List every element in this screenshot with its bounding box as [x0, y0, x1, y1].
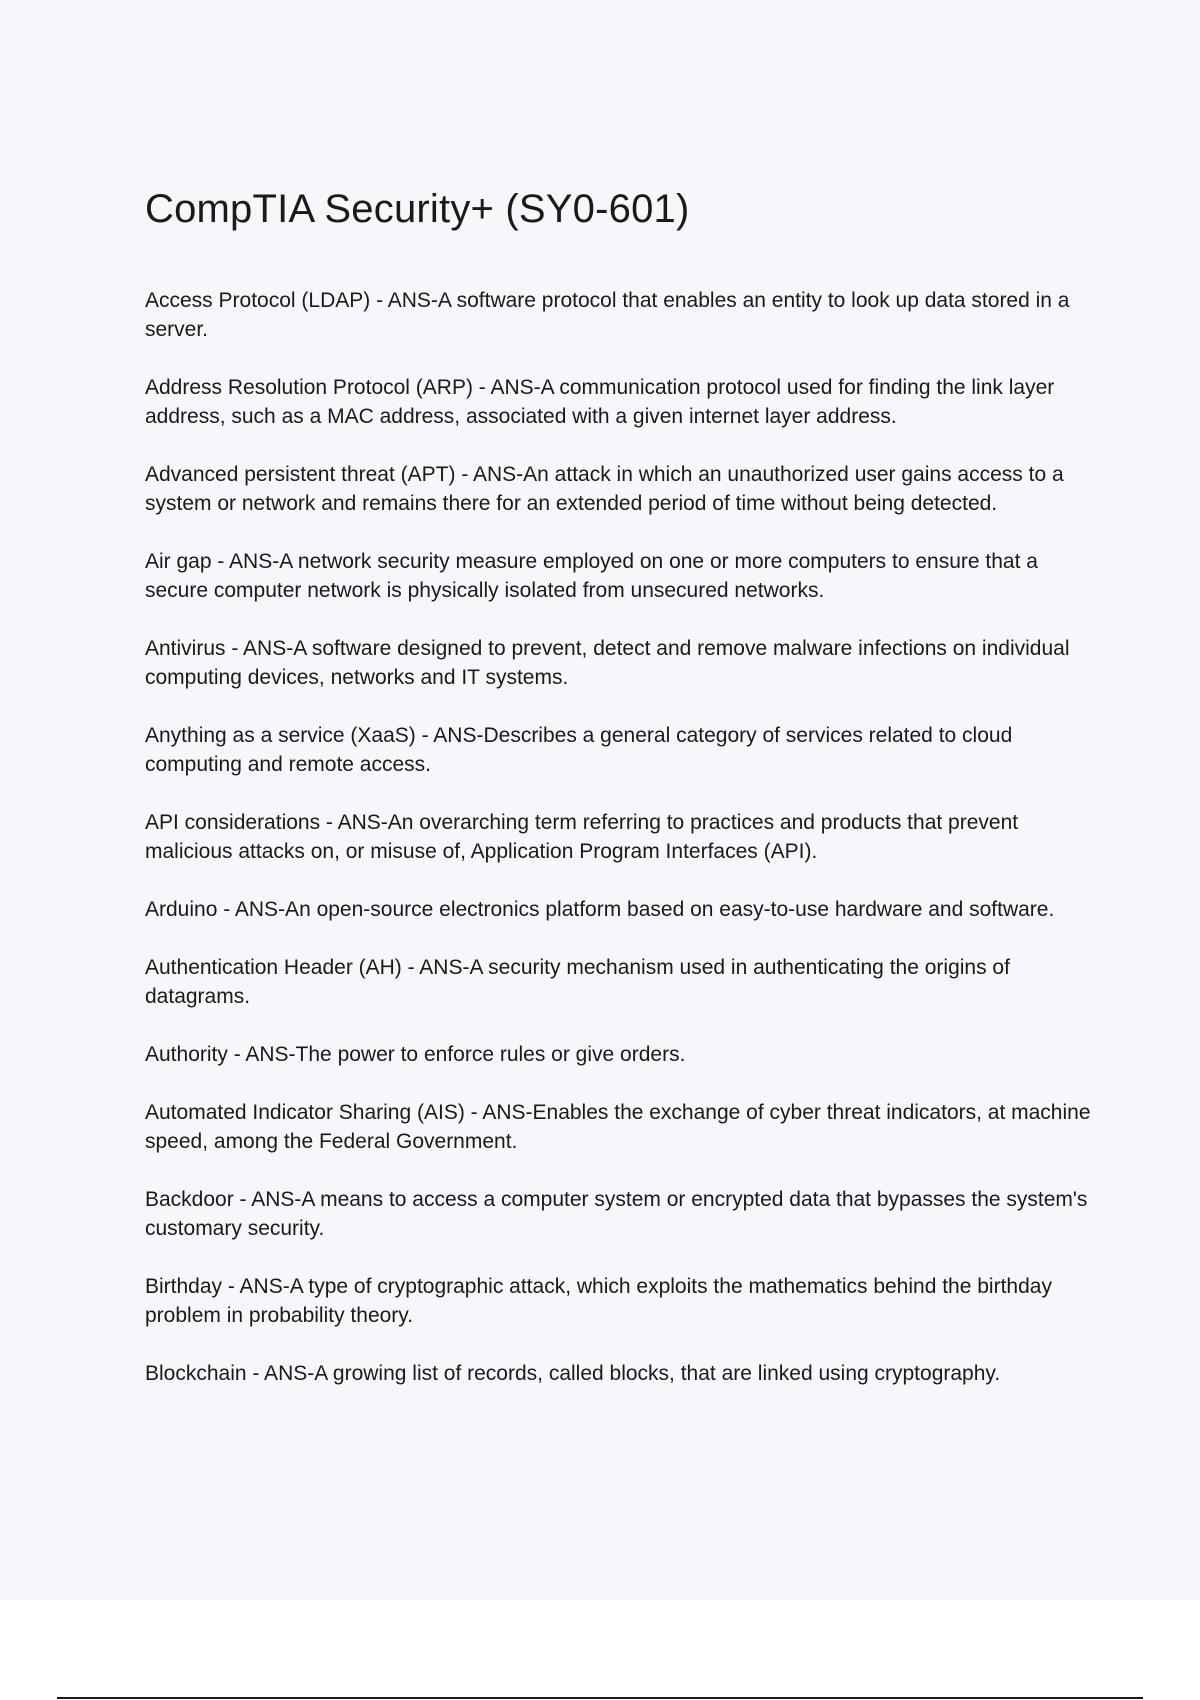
glossary-entry: Arduino - ANS-An open-source electronics platform based on easy-to-use hardware and software.: [145, 898, 1055, 921]
glossary-entry: Authority - ANS-The power to enforce rules or give orders.: [145, 1043, 686, 1066]
glossary-entry: Access Protocol (LDAP) - ANS-A software protocol that enables an entity to look up data stored in a server.: [145, 289, 1070, 341]
glossary-entry: Advanced persistent threat (APT) - ANS-An attack in which an unauthorized user gains access to a system or network and remains there for an extended period of time without being detected.: [145, 463, 1064, 515]
glossary-entry: Address Resolution Protocol (ARP) - ANS-A communication protocol used for finding the link layer address, such as a MAC address, associated with a given internet layer address.: [145, 376, 1055, 428]
footer-divider: [57, 1697, 1143, 1699]
glossary-entry: Air gap - ANS-A network security measure employed on one or more computers to ensure that a secure computer network is physically isolated from unsecured networks.: [145, 550, 1038, 602]
glossary-entry: API considerations - ANS-An overarching term referring to practices and products that prevent malicious attacks on, or misuse of, Application Program Interfaces (API).: [145, 811, 1019, 863]
glossary-entry: Antivirus - ANS-A software designed to prevent, detect and remove malware infections on individual computing devices, networks and IT systems.: [145, 637, 1070, 689]
glossary-entry: Blockchain - ANS-A growing list of records, called blocks, that are linked using cryptography.: [145, 1362, 1001, 1385]
document-body: [145, 180, 1100, 1417]
glossary-entry: Backdoor - ANS-A means to access a computer system or encrypted data that bypasses the system's customary security.: [145, 1188, 1088, 1240]
glossary-entry: Automated Indicator Sharing (AIS) - ANS-Enables the exchange of cyber threat indicators, at machine speed, among the Federal Government.: [145, 1101, 1091, 1153]
page-title: CompTIA Security+ (SY0-601): [145, 187, 690, 231]
glossary-entry: Authentication Header (AH) - ANS-A security mechanism used in authenticating the origins of datagrams.: [145, 956, 1010, 1008]
glossary-entry: Anything as a service (XaaS) - ANS-Describes a general category of services related to cloud computing and remote access.: [145, 724, 1013, 776]
glossary-entry: Birthday - ANS-A type of cryptographic attack, which exploits the mathematics behind the birthday problem in probability theory.: [145, 1275, 1052, 1327]
